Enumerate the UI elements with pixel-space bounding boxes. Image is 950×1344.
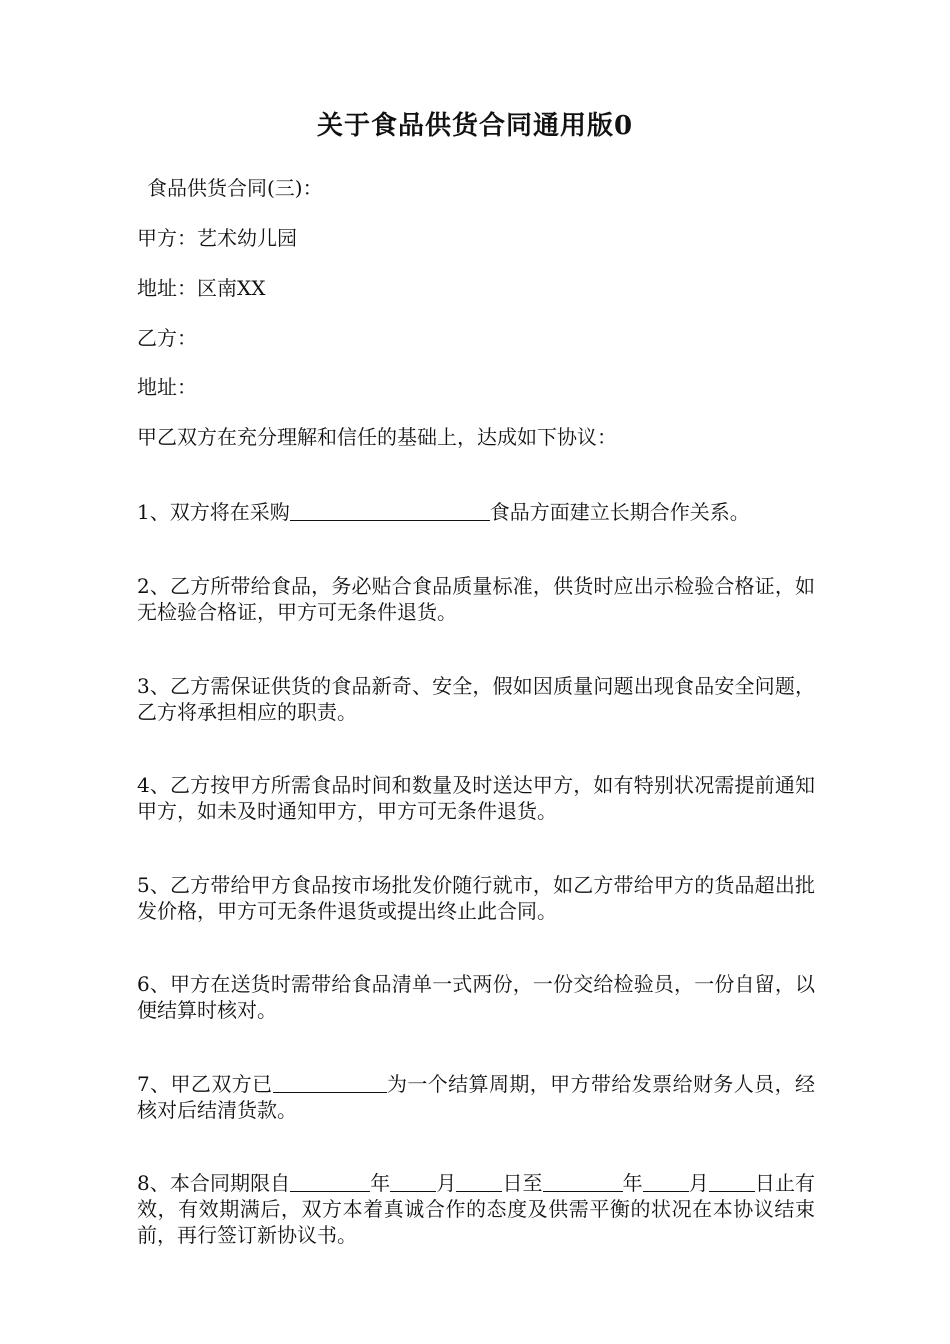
clause-4: 4、乙方按甲方所需食品时间和数量及时送达甲方，如有特别状况需提前通知甲方，如未及时通知甲方，甲方可无条件退货。 (137, 773, 815, 823)
clause-8-text-start: 8、本合同期限自 (137, 1171, 291, 1195)
clause-8-end-year-label: 年 (622, 1171, 643, 1195)
contract-subtitle: 食品供货合同(三)： (147, 176, 323, 200)
clause-8-end-month-label: 月 (688, 1171, 709, 1195)
party-a-address: 地址：区南XX (137, 276, 266, 300)
clause-7-text-before: 7、甲乙双方已 (137, 1072, 273, 1096)
clause-8-blank-start-year (290, 1171, 370, 1192)
clause-8-blank-start-month (390, 1171, 436, 1192)
clause-8-day-to-label: 日至 (502, 1171, 543, 1195)
document-title: 关于食品供货合同通用版0 (316, 111, 634, 141)
clause-8-text-rest: 日止有效，有效期满后，双方本着真诚合作的态度及供需平衡的状况在本协议结束前，再行签订新协议书。 (137, 1171, 816, 1247)
party-a-line: 甲方：艺术幼儿园 (137, 226, 297, 250)
clause-6: 6、甲方在送货时需带给食品清单一式两份，一份交给检验员，一份自留，以便结算时核对。 (137, 972, 815, 1022)
clause-8-blank-end-month (643, 1171, 689, 1192)
party-b-line: 乙方： (137, 326, 197, 350)
agreement-intro: 甲乙双方在充分理解和信任的基础上，达成如下协议： (137, 425, 617, 449)
clause-8-month-label: 月 (436, 1171, 457, 1195)
clause-1-text-after: 食品方面建立长期合作关系。 (489, 500, 750, 524)
clause-8-blank-start-day (456, 1171, 502, 1192)
clause-7-blank (273, 1072, 387, 1093)
clause-1-blank (290, 500, 490, 521)
clause-3: 3、乙方需保证供货的食品新奇、安全，假如因质量问题出现食品安全问题，乙方将承担相应的职责。 (137, 674, 815, 724)
clause-1 (137, 499, 817, 525)
clause-8 (137, 1170, 815, 1248)
clause-7 (137, 1071, 815, 1123)
clause-8-blank-end-day (709, 1171, 755, 1192)
clause-8-year-label: 年 (370, 1171, 391, 1195)
clause-7-text-after: 为一个结算周期，甲方带给发票给财务人员，经核对后结清货款。 (137, 1072, 815, 1122)
clause-2: 2、乙方所带给食品，务必贴合食品质量标准，供货时应出示检验合格证，如无检验合格证，甲方可无条件退货。 (137, 574, 815, 624)
party-b-address: 地址： (137, 375, 197, 399)
clause-1-text-before: 1、双方将在采购 (137, 500, 290, 524)
clause-5: 5、乙方带给甲方食品按市场批发价随行就市，如乙方带给甲方的货品超出批发价格，甲方可无条件退货或提出终止此合同。 (137, 873, 815, 923)
clause-8-blank-end-year (543, 1171, 623, 1192)
